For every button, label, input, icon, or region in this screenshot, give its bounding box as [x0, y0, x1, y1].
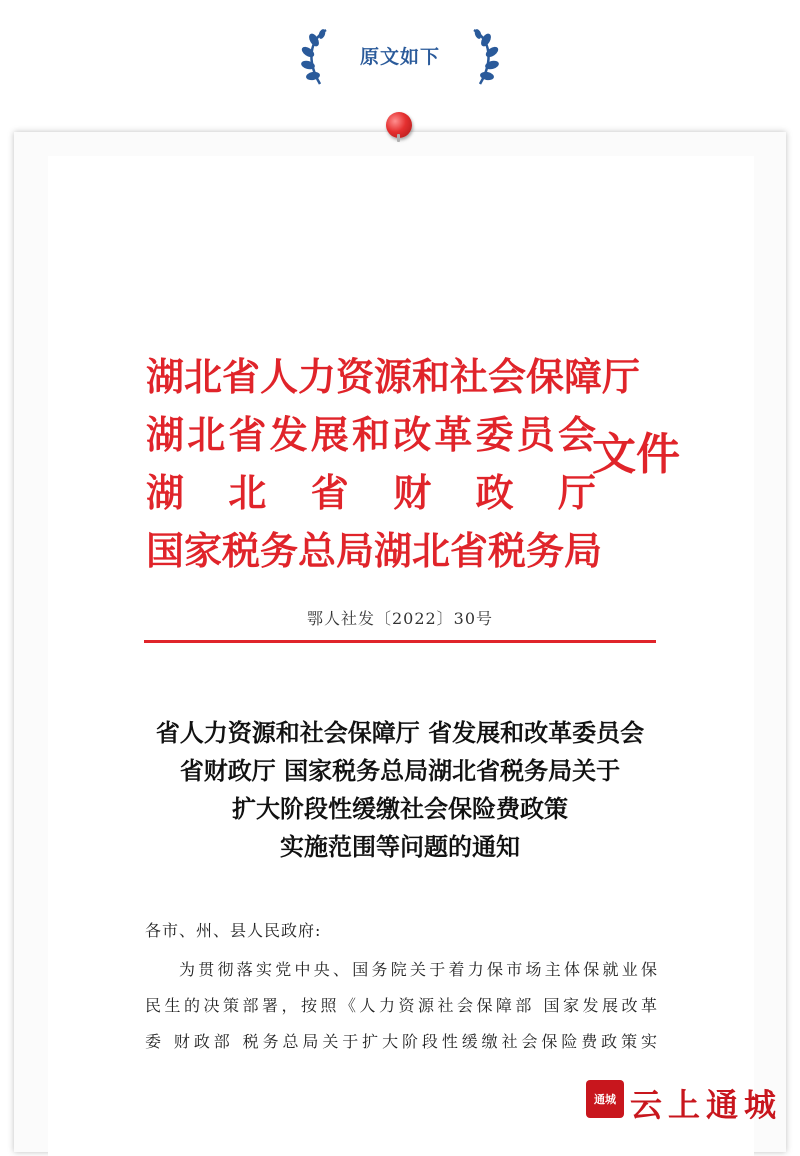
agency-name: 国家税务总局湖北省税务局: [146, 528, 603, 573]
brand-watermark: [586, 1080, 786, 1122]
push-pin-icon: [386, 112, 412, 138]
red-divider: [144, 640, 656, 643]
agency-name: 湖北省发展和改革委员会: [146, 412, 596, 457]
seal-icon: 通城: [586, 1080, 624, 1118]
salutation: 各市、州、县人民政府:: [145, 921, 322, 940]
brand-name: 云上通城: [630, 1086, 783, 1124]
document-number: 鄂人社发〔2022〕30号: [306, 609, 494, 628]
body-line: 委 财政部 税务总局关于扩大阶段性缓缴社会保险费政策实: [145, 1032, 657, 1051]
title-line: 省人力资源和社会保障厅 省发展和改革委员会: [155, 718, 645, 747]
agency-name: 湖北省人力资源和社会保障厅: [146, 354, 641, 399]
agency-name: 湖北省财政厅: [146, 470, 596, 515]
title-line: 实施范围等问题的通知: [280, 832, 520, 861]
title-line: 扩大阶段性缓缴社会保险费政策: [232, 794, 568, 823]
title-line: 省财政厅 国家税务总局湖北省税务局关于: [179, 756, 621, 785]
body-text: [145, 952, 657, 1060]
laurel-right-icon: [464, 26, 504, 88]
notice-title: [120, 714, 680, 866]
header-bar: [0, 0, 800, 120]
document-type-label: 文件: [592, 429, 680, 480]
body-line: 民生的决策部署，按照《人力资源社会保障部 国家发展改革: [145, 996, 657, 1015]
header-title: 原文如下: [359, 46, 440, 68]
body-line: 为贯彻落实党中央、国务院关于着力保市场主体保就业保: [179, 960, 657, 979]
